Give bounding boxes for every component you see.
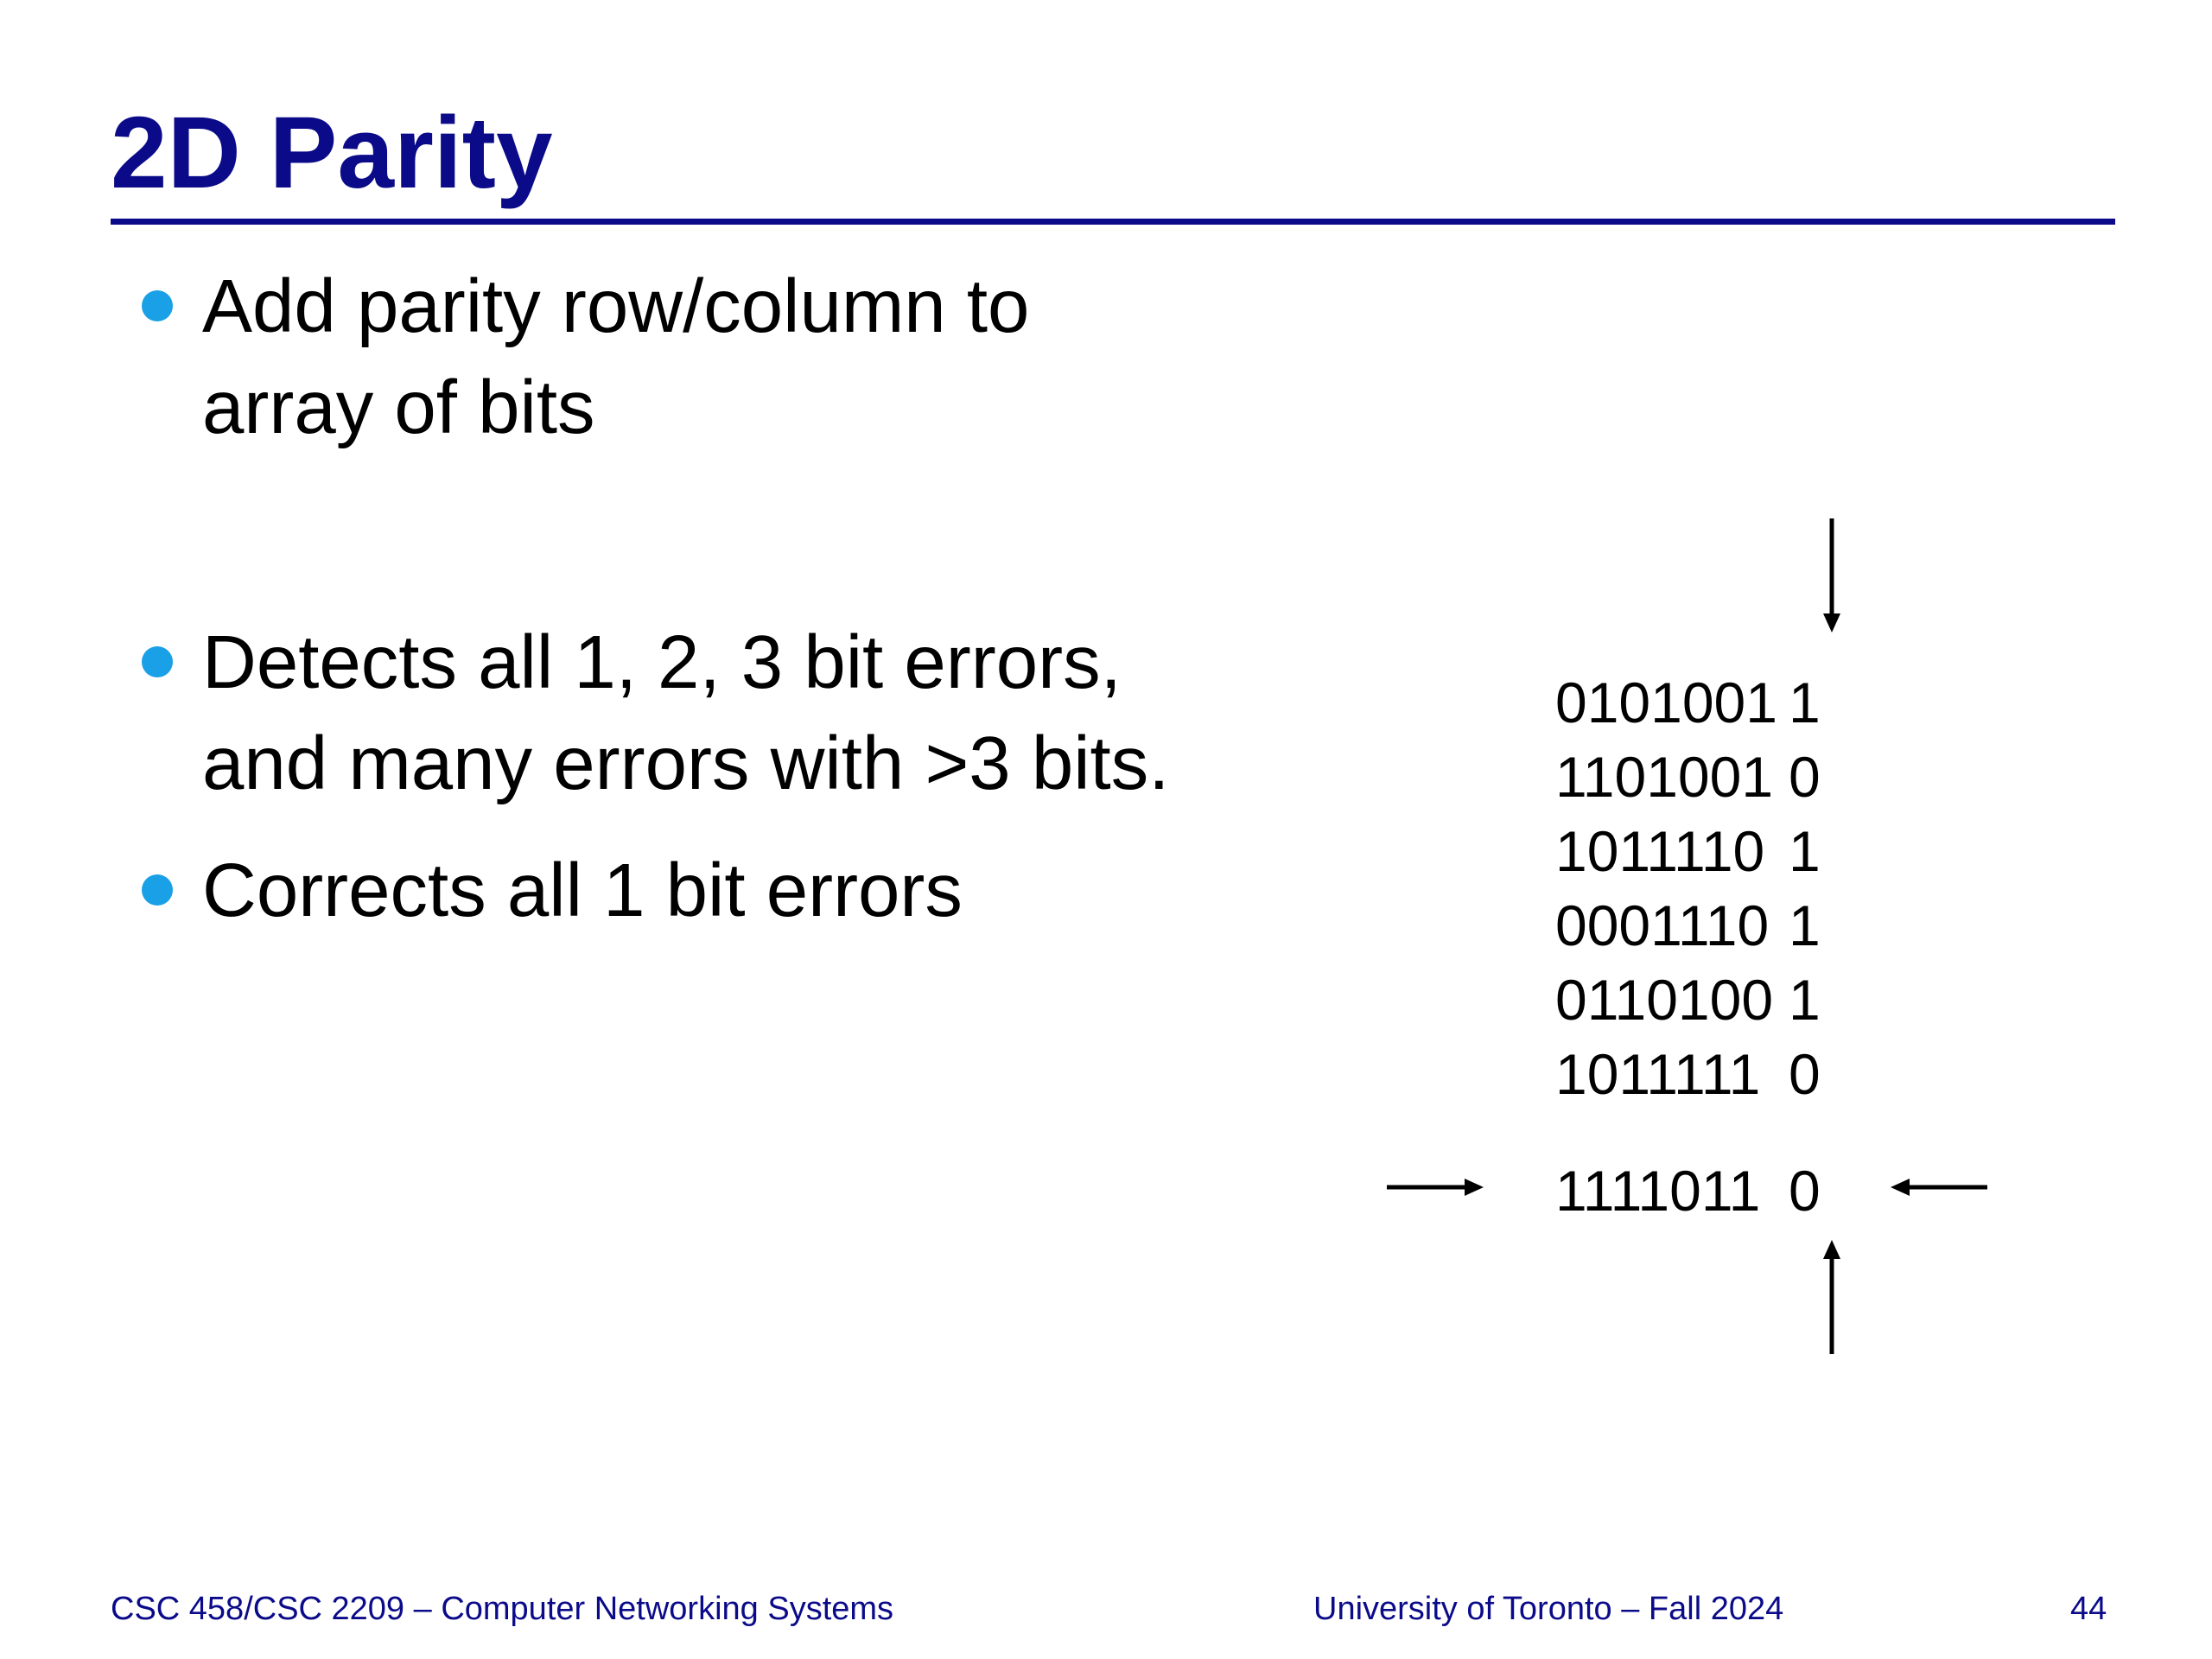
matrix-row <box>1555 740 1832 814</box>
row-parity-bit: 1 <box>1789 819 1821 883</box>
matrix-row <box>1555 665 1832 740</box>
row-bits: 1101001 <box>1555 745 1774 809</box>
row-parity-bit: 1 <box>1789 893 1821 957</box>
footer-institution: University of Toronto – Fall 2024 <box>1313 1591 1784 1627</box>
bullet-dot-2 <box>142 646 173 677</box>
parity-row-bits: 1111011 <box>1555 1159 1761 1223</box>
bullet-2-line-2: and many errors with >3 bits. <box>202 721 1170 806</box>
matrix-row <box>1555 888 1832 963</box>
bullet-2 <box>202 612 1412 815</box>
bullet-dot-3 <box>142 874 173 906</box>
bullet-dot-1 <box>142 290 173 321</box>
parity-row <box>1555 1154 1832 1228</box>
row-parity-bit: 1 <box>1789 671 1821 734</box>
slide-title: 2D Parity <box>111 96 553 210</box>
row-bits: 0101001 <box>1555 671 1777 734</box>
matrix-row <box>1555 1037 1832 1111</box>
bullet-1 <box>202 256 1412 459</box>
footer-course: CSC 458/CSC 2209 – Computer Networking Systems <box>111 1591 894 1627</box>
bullet-3-line-1: Corrects all 1 bit errors <box>202 849 963 932</box>
bullet-1-line-2: array of bits <box>202 365 595 450</box>
matrix-row <box>1555 963 1832 1037</box>
row-parity-bit: 0 <box>1789 745 1821 809</box>
page-number: 44 <box>2070 1591 2107 1627</box>
right-arrow-icon <box>1387 1170 1486 1205</box>
left-arrow-icon <box>1888 1170 1987 1205</box>
parity-matrix <box>1555 665 1832 1223</box>
bullet-3 <box>202 840 1412 941</box>
down-arrow-icon <box>1815 518 1849 635</box>
row-bits: 0110100 <box>1555 968 1774 1032</box>
row-bits: 0001110 <box>1555 893 1770 957</box>
matrix-row <box>1555 814 1832 888</box>
parity-corner-bit: 0 <box>1789 1159 1821 1223</box>
bullet-2-line-1: Detects all 1, 2, 3 bit errors, <box>202 620 1122 704</box>
row-bits: 1011111 <box>1555 1042 1761 1106</box>
row-parity-bit: 0 <box>1789 1042 1821 1106</box>
bullet-1-line-1: Add parity row/column to <box>202 264 1030 348</box>
row-parity-bit: 1 <box>1789 968 1821 1032</box>
up-arrow-icon <box>1815 1237 1849 1354</box>
title-underline <box>111 219 2115 225</box>
row-bits: 1011110 <box>1555 819 1765 883</box>
